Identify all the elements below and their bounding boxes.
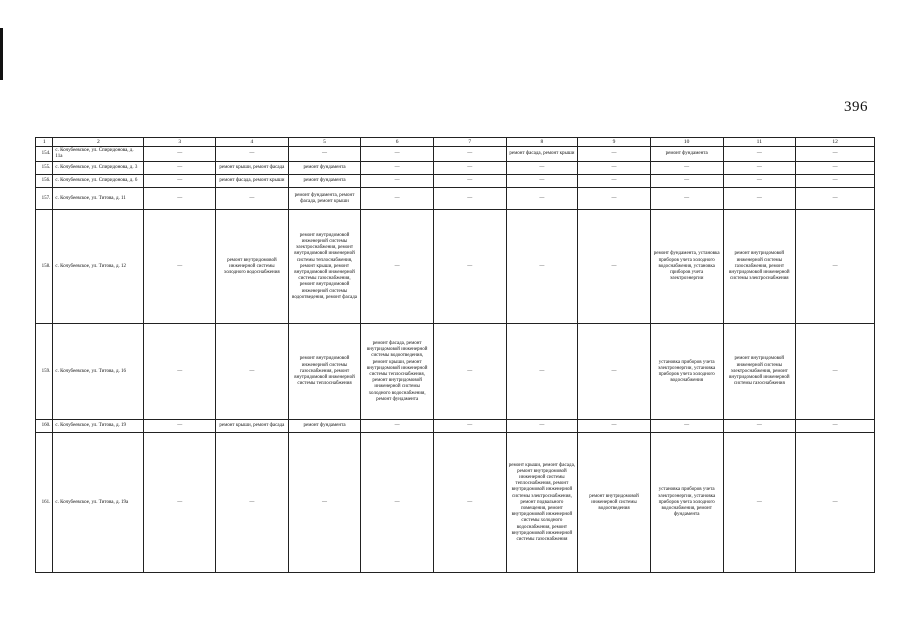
cell: ремонт фундамента, установка приборов учета холодного водоснабжения, установка приборов учета электроэнергии: [650, 210, 723, 324]
cell: —: [216, 147, 289, 162]
table-row: [36, 188, 875, 210]
table-row: [36, 175, 875, 188]
cell: —: [144, 162, 216, 175]
column-header: 3: [144, 138, 216, 147]
cell: —: [433, 324, 506, 420]
cell: —: [723, 147, 796, 162]
cell: —: [578, 324, 651, 420]
cell: —: [216, 433, 289, 573]
cell: ремонт фундамента: [650, 147, 723, 162]
cell: —: [796, 210, 875, 324]
table-row: [36, 210, 875, 324]
cell: —: [506, 162, 578, 175]
cell: —: [144, 147, 216, 162]
left-margin-bar: [0, 28, 3, 80]
cell: ремонт крыши, ремонт фасада, ремонт внутридомовой инженерной системы теплоснабжения, ремонт внутридомовой инженерной системы электроснабжения, ремонт подвального помещения, ремонт внутридомовой инженерной системы холодного водоснабжения, ремонт внутридомовой инженерной системы газоснабжения: [506, 433, 578, 573]
column-header: 6: [361, 138, 434, 147]
cell: ремонт фасада, ремонт внутридомовой инженерной системы водоотведения, ремонт крыши, ремонт внутридомовой инженерной системы теплоснабжения, ремонт внутридомовой инженерной системы холодного водоснабжения, ремонт фундамента: [361, 324, 434, 420]
table-row: [36, 420, 875, 433]
cell: —: [361, 147, 434, 162]
column-header: 2: [53, 138, 144, 147]
cell: ремонт внутридомовой инженерной системы водоотведения: [578, 433, 651, 573]
cell: —: [216, 188, 289, 210]
cell: —: [578, 188, 651, 210]
column-header: 8: [506, 138, 578, 147]
cell: —: [578, 175, 651, 188]
cell: —: [361, 188, 434, 210]
column-header: 1: [36, 138, 53, 147]
address-cell: с. Кочубеевское, ул. Титова, д. 19а: [53, 433, 144, 573]
cell: ремонт фундамента, ремонт фасада, ремонт крыши: [288, 188, 361, 210]
table-row: [36, 433, 875, 573]
cell: —: [216, 324, 289, 420]
cell: —: [650, 162, 723, 175]
column-header: 4: [216, 138, 289, 147]
cell: —: [288, 147, 361, 162]
cell: ремонт крыши, ремонт фасада: [216, 420, 289, 433]
address-cell: с. Кочубеевское, ул. Спиридонова, д. 3: [53, 162, 144, 175]
cell: —: [650, 188, 723, 210]
cell: —: [433, 175, 506, 188]
cell: установка приборов учета электроэнергии, установка приборов учета холодного водоснабжения, ремонт фундамента: [650, 433, 723, 573]
cell: —: [796, 162, 875, 175]
table-row: [36, 162, 875, 175]
cell: ремонт внутридомовой инженерной системы электроснабжения, ремонт внутридомовой инженерной системы газоснабжения: [723, 324, 796, 420]
cell: —: [144, 188, 216, 210]
cell: —: [723, 175, 796, 188]
address-cell: с. Кочубеевское, ул. Спиридонова, д. 6: [53, 175, 144, 188]
cell: —: [361, 175, 434, 188]
column-header: 11: [723, 138, 796, 147]
cell: —: [578, 420, 651, 433]
column-header: 10: [650, 138, 723, 147]
cell: —: [361, 162, 434, 175]
cell: —: [144, 324, 216, 420]
cell: ремонт фундамента: [288, 162, 361, 175]
cell: —: [578, 210, 651, 324]
cell: —: [144, 420, 216, 433]
row-number: 161.: [36, 433, 53, 573]
address-cell: с. Кочубеевское, ул. Титова, д. 16: [53, 324, 144, 420]
cell: —: [506, 188, 578, 210]
cell: —: [506, 324, 578, 420]
cell: —: [433, 433, 506, 573]
cell: —: [796, 147, 875, 162]
table-row: [36, 147, 875, 162]
cell: ремонт внутридомовой инженерной системы холодного водоснабжения: [216, 210, 289, 324]
cell: —: [506, 175, 578, 188]
cell: —: [144, 433, 216, 573]
cell: —: [723, 162, 796, 175]
column-header: 9: [578, 138, 651, 147]
cell: —: [433, 210, 506, 324]
cell: ремонт внутридомовой инженерной системы газоснабжения, ремонт внутридомовой инженерной системы электроснабжения: [723, 210, 796, 324]
column-header: 5: [288, 138, 361, 147]
repair-schedule-table: [35, 137, 875, 573]
row-number: 159.: [36, 324, 53, 420]
cell: —: [361, 210, 434, 324]
row-number: 155.: [36, 162, 53, 175]
cell: —: [578, 162, 651, 175]
cell: —: [723, 188, 796, 210]
address-cell: с. Кочубеевское, ул. Титова, д. 11: [53, 188, 144, 210]
column-number-row: [36, 138, 875, 147]
row-number: 157.: [36, 188, 53, 210]
address-cell: с. Кочубеевское, ул. Титова, д. 19: [53, 420, 144, 433]
cell: —: [506, 420, 578, 433]
cell: —: [433, 147, 506, 162]
row-number: 154.: [36, 147, 53, 162]
cell: ремонт внутридомовой инженерной системы газоснабжения, ремонт внутридомовой инженерной системы теплоснабжения: [288, 324, 361, 420]
cell: —: [361, 433, 434, 573]
cell: —: [433, 162, 506, 175]
address-cell: с. Кочубеевское, ул. Титова, д. 12: [53, 210, 144, 324]
cell: —: [144, 175, 216, 188]
column-header: 7: [433, 138, 506, 147]
cell: —: [506, 210, 578, 324]
cell: ремонт крыши, ремонт фасада: [216, 162, 289, 175]
cell: —: [433, 420, 506, 433]
column-header: 12: [796, 138, 875, 147]
cell: —: [361, 420, 434, 433]
cell: ремонт фасада, ремонт крыши: [506, 147, 578, 162]
cell: —: [650, 175, 723, 188]
cell: ремонт фундамента: [288, 175, 361, 188]
cell: —: [650, 420, 723, 433]
cell: —: [433, 188, 506, 210]
page-number: 396: [844, 99, 868, 115]
row-number: 160.: [36, 420, 53, 433]
cell: —: [796, 188, 875, 210]
row-number: 156.: [36, 175, 53, 188]
cell: —: [796, 433, 875, 573]
row-number: 158.: [36, 210, 53, 324]
cell: установка приборов учета электроэнергии, установка приборов учета холодного водоснабжения: [650, 324, 723, 420]
cell: —: [723, 420, 796, 433]
cell: —: [578, 147, 651, 162]
cell: ремонт фундамента: [288, 420, 361, 433]
table-row: [36, 324, 875, 420]
address-cell: с. Кочубеевское, ул. Спиридонова, д. 11а: [53, 147, 144, 162]
cell: ремонт фасада, ремонт крыши: [216, 175, 289, 188]
cell: —: [796, 324, 875, 420]
cell: —: [796, 420, 875, 433]
cell: —: [144, 210, 216, 324]
cell: —: [796, 175, 875, 188]
cell: ремонт внутридомовой инженерной системы электроснабжения, ремонт внутридомовой инженерной системы теплоснабжения, ремонт крыши, ремонт внутридомовой инженерной системы газоснабжения, ремонт внутридомовой инженерной системы водоотведения, ремонт фасада: [288, 210, 361, 324]
cell: —: [288, 433, 361, 573]
cell: —: [723, 433, 796, 573]
